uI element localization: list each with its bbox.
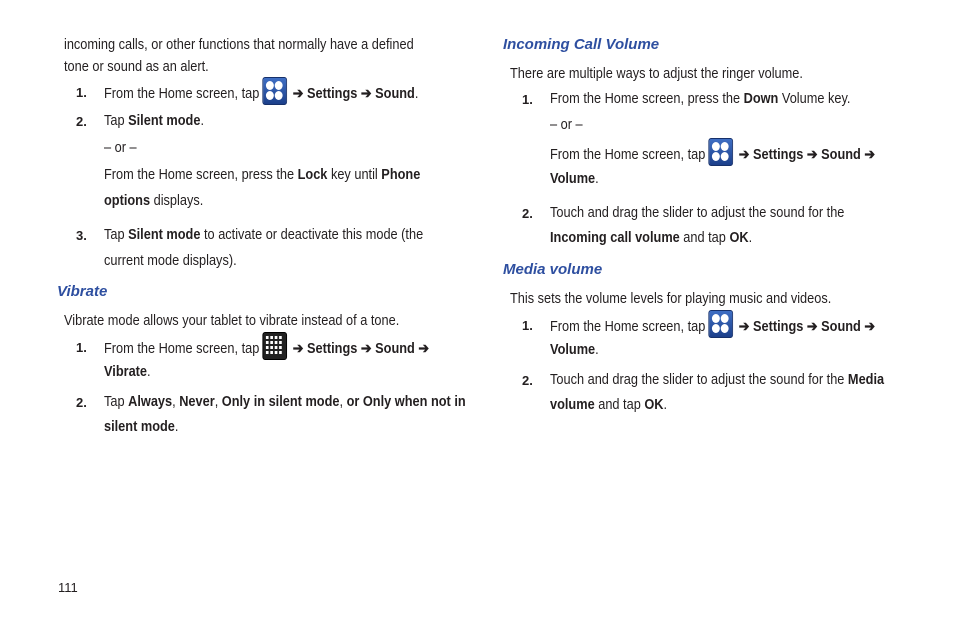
step-number: 1. [522, 318, 533, 333]
step-number: 2. [76, 114, 87, 129]
media-step-1-line-2: Volume. [550, 342, 599, 358]
or-separator: – or – [104, 140, 137, 156]
vibrate-step-2-text: Tap Always, Never, Only in silent mode, or Only when not in [104, 394, 466, 410]
step-1-text: From the Home screen, tap ➔ Settings ➔ Sound. [104, 83, 418, 105]
section-heading-media-volume: Media volume [503, 261, 603, 278]
step-2-text: Tap Silent mode. [104, 113, 205, 129]
alt-text-line-2: options displays. [104, 193, 204, 209]
step-number: 2. [76, 395, 87, 410]
step-number: 2. [522, 373, 533, 388]
media-volume-description: This sets the volume levels for playing music and videos. [510, 291, 832, 307]
incoming-alt-text: From the Home screen, tap ➔ Settings ➔ Sound ➔ [550, 144, 875, 166]
intro-line-1: incoming calls, or other functions that normally have a defined [64, 37, 414, 53]
media-step-2-line-2: volume and tap OK. [550, 397, 668, 413]
incoming-step-2-text: Touch and drag the slider to adjust the sound for the [550, 205, 845, 221]
step-number: 1. [522, 92, 533, 107]
step-number: 3. [76, 228, 87, 243]
intro-line-2: tone or sound as an alert. [64, 59, 209, 75]
step-number: 2. [522, 206, 533, 221]
applications-icon [262, 77, 287, 105]
vibrate-description: Vibrate mode allows your tablet to vibrate instead of a tone. [64, 313, 400, 329]
vibrate-step-2-line-2: silent mode. [104, 419, 179, 435]
incoming-step-1-text: From the Home screen, press the Down Volume key. [550, 91, 851, 107]
section-heading-vibrate: Vibrate [57, 283, 108, 300]
incoming-step-2-line-2: Incoming call volume and tap OK. [550, 230, 753, 246]
incoming-alt-text-line-2: Volume. [550, 171, 599, 187]
step-number: 1. [76, 340, 87, 355]
step-3-text-line-2: current mode displays). [104, 253, 237, 269]
page-number: 111 [58, 580, 78, 595]
grid-apps-icon [262, 332, 287, 360]
media-step-2-text: Touch and drag the slider to adjust the sound for the Media [550, 372, 885, 388]
vibrate-step-1-line-2: Vibrate. [104, 364, 151, 380]
step-number: 1. [76, 85, 87, 100]
media-step-1-text: From the Home screen, tap ➔ Settings ➔ Sound ➔ [550, 316, 875, 338]
or-separator: – or – [550, 117, 583, 133]
applications-icon [708, 310, 733, 338]
alt-text-line-1: From the Home screen, press the Lock key until Phone [104, 167, 421, 183]
incoming-call-description: There are multiple ways to adjust the ringer volume. [510, 66, 803, 82]
step-3-text: Tap Silent mode to activate or deactivate this mode (the [104, 227, 424, 243]
vibrate-step-1-text: From the Home screen, tap ➔ Settings ➔ Sound ➔ [104, 338, 429, 360]
applications-icon [708, 138, 733, 166]
section-heading-incoming-call-volume: Incoming Call Volume [503, 36, 660, 53]
